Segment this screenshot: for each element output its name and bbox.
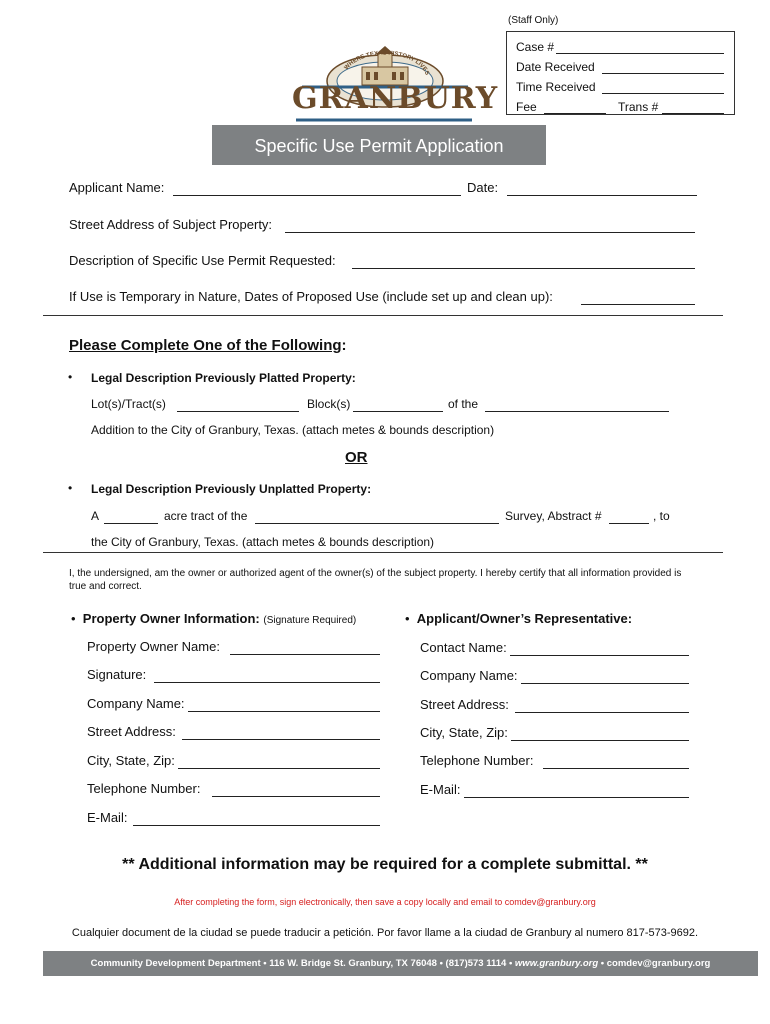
street-address-subject-field[interactable] xyxy=(285,220,695,233)
footer-bar xyxy=(43,951,758,976)
footer-dept: Community Development Department • 116 W. Bridge St. Granbury, TX 76048 • (817)573 1114 • xyxy=(90,958,513,969)
rep-city-label: City, State, Zip: xyxy=(420,725,508,740)
date-field[interactable] xyxy=(507,183,697,196)
time-received-field[interactable] xyxy=(602,81,724,94)
fee-label: Fee xyxy=(516,100,537,114)
staff-only-box xyxy=(506,31,735,115)
of-the-label: of the xyxy=(448,397,479,411)
platted-title: Legal Description Previously Platted Property: xyxy=(91,371,356,385)
staff-only-label: (Staff Only) xyxy=(508,15,559,26)
bullet-icon: • xyxy=(68,370,73,384)
page-title: Specific Use Permit Application xyxy=(212,125,546,165)
rep-city-field[interactable] xyxy=(511,728,689,741)
owner-street-field[interactable] xyxy=(182,727,380,740)
owner-city-label: City, State, Zip: xyxy=(87,753,175,768)
addition-name-field[interactable] xyxy=(485,399,669,412)
abstract-field[interactable] xyxy=(609,511,649,524)
additional-info-note: ** Additional information may be required for a complete submittal. ** xyxy=(122,856,648,873)
certification-text: I, the undersigned, am the owner or authorized agent of the owner(s) of the subject property. I hereby certify that all information provided is true and correct. xyxy=(69,568,682,592)
owner-company-label: Company Name: xyxy=(87,696,185,711)
rep-contact-field[interactable] xyxy=(510,643,689,656)
case-label: Case # xyxy=(516,40,555,54)
survey-label: Survey, Abstract # xyxy=(505,509,602,523)
owner-street-label: Street Address: xyxy=(87,724,176,739)
owner-email-label: E-Mail: xyxy=(87,810,128,825)
applicant-name-label: Applicant Name: xyxy=(69,180,165,195)
acre-field[interactable] xyxy=(104,511,158,524)
rep-contact-label: Contact Name: xyxy=(420,640,507,655)
owner-name-label: Property Owner Name: xyxy=(87,639,220,654)
divider xyxy=(43,552,723,553)
description-label: Description of Specific Use Permit Requested: xyxy=(69,253,336,268)
bullet-icon: • xyxy=(71,611,80,626)
unplatted-title: Legal Description Previously Unplatted Property: xyxy=(91,482,372,496)
owner-telephone-field[interactable] xyxy=(212,784,380,797)
rep-telephone-field[interactable] xyxy=(543,756,689,769)
acre-tract-label: acre tract of the xyxy=(164,509,248,523)
bullet-icon: • xyxy=(405,611,414,626)
svg-text:WHERE TEXAS HISTORY LIVES: WHERE TEXAS HISTORY LIVES xyxy=(343,50,430,77)
footer-website-link[interactable]: www.granbury.org xyxy=(514,958,599,969)
date-received-field[interactable] xyxy=(602,61,724,74)
owner-email-field[interactable] xyxy=(133,813,380,826)
rep-email-label: E-Mail: xyxy=(420,782,461,797)
divider xyxy=(43,315,723,316)
survey-name-field[interactable] xyxy=(255,511,499,524)
case-field[interactable] xyxy=(556,41,724,54)
to-label: , to xyxy=(653,509,670,523)
section-heading: Please Complete One of the Following: xyxy=(69,337,347,354)
spanish-translation-note: Cualquier document de la ciudad se puede traducir a petición. Por favor llame a la ciudad de Granbury al numero 817-573-9692. xyxy=(71,927,699,939)
or-label: OR xyxy=(345,449,368,466)
a-label: A xyxy=(91,509,100,523)
lot-label: Lot(s)/Tract(s) xyxy=(91,397,166,411)
owner-signature-label: Signature: xyxy=(87,667,147,682)
owner-city-field[interactable] xyxy=(178,756,380,769)
owner-company-field[interactable] xyxy=(188,699,380,712)
street-address-subject-label: Street Address of Subject Property: xyxy=(69,217,273,232)
time-received-label: Time Received xyxy=(516,80,596,94)
lot-field[interactable] xyxy=(177,399,299,412)
date-received-label: Date Received xyxy=(516,60,595,74)
date-label: Date: xyxy=(467,180,499,195)
footer-email[interactable]: • comdev@granbury.org xyxy=(600,958,711,969)
rep-street-label: Street Address: xyxy=(420,697,509,712)
owner-heading: • Property Owner Information: (Signature Required) xyxy=(71,611,357,626)
email-instruction: After completing the form, sign electronically, then save a copy locally and email to comdev@granbury.org xyxy=(174,897,596,907)
rep-telephone-label: Telephone Number: xyxy=(420,753,534,768)
applicant-name-field[interactable] xyxy=(173,183,461,196)
block-field[interactable] xyxy=(353,399,443,412)
owner-name-field[interactable] xyxy=(230,642,380,655)
rep-heading: • Applicant/Owner’s Representative: xyxy=(405,611,633,626)
rep-email-field[interactable] xyxy=(464,785,689,798)
logo-wordmark: GRANBURY xyxy=(292,81,499,116)
trans-label: Trans # xyxy=(618,100,659,114)
trans-field[interactable] xyxy=(662,101,724,114)
rep-company-label: Company Name: xyxy=(420,668,518,683)
fee-field[interactable] xyxy=(544,101,606,114)
temporary-dates-field[interactable] xyxy=(581,292,695,305)
addition-text: Addition to the City of Granbury, Texas. (attach metes & bounds description) xyxy=(91,423,495,437)
rep-street-field[interactable] xyxy=(515,700,689,713)
description-field[interactable] xyxy=(352,256,695,269)
bullet-icon: • xyxy=(68,481,73,495)
owner-telephone-label: Telephone Number: xyxy=(87,781,201,796)
temporary-dates-label: If Use is Temporary in Nature, Dates of Proposed Use (include set up and clean up): xyxy=(69,289,553,304)
rep-company-field[interactable] xyxy=(521,671,689,684)
unplatted-city-text: the City of Granbury, Texas. (attach metes & bounds description) xyxy=(91,535,435,549)
owner-signature-field[interactable] xyxy=(154,670,380,683)
block-label: Block(s) xyxy=(307,397,351,411)
